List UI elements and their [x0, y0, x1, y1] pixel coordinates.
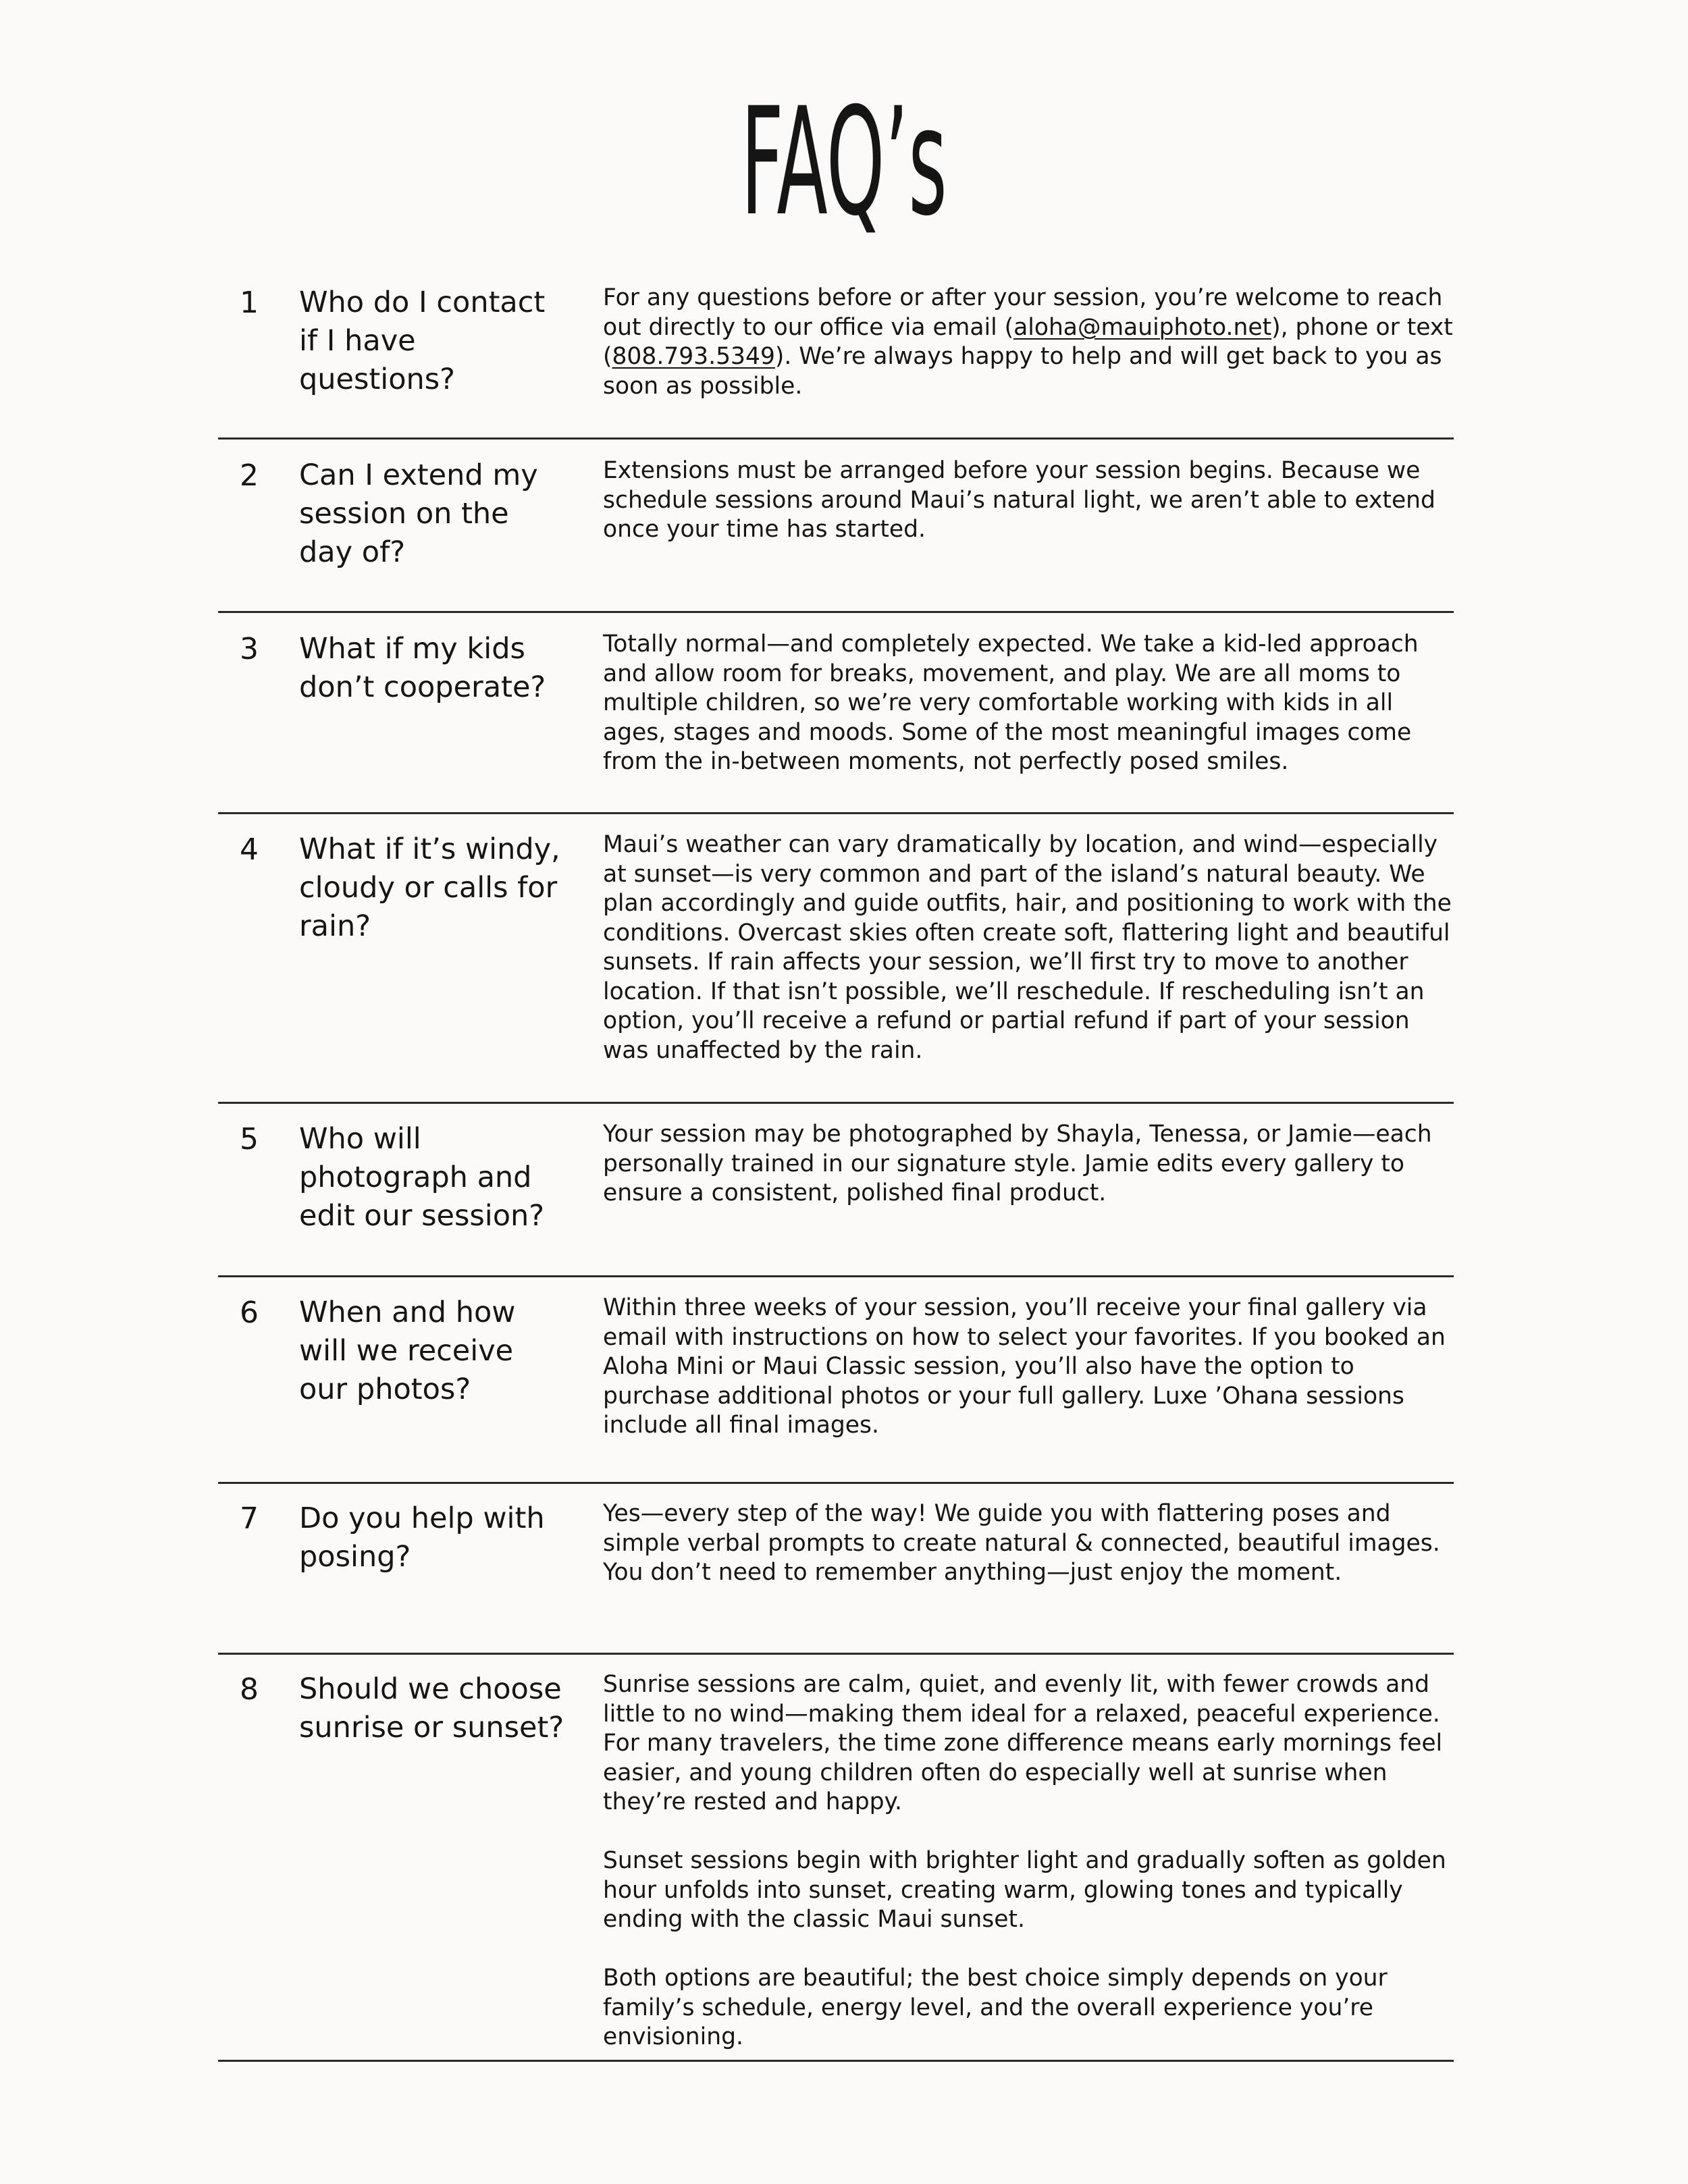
- faq-number: 2: [240, 458, 259, 493]
- faq-number: 5: [240, 1122, 259, 1156]
- faq-answer-text: ). We’re always happy to help and will get back to you as soon as possible.: [603, 343, 1442, 400]
- divider: [218, 2060, 1454, 2062]
- faq-question: What if my kids don’t cooperate?: [299, 632, 546, 704]
- faq-answer: Maui’s weather can vary dramatically by location, and wind—especially at sunset—is very common and part of the island’s natural beauty. We plan accordingly and guide outfits, hair, and positioning to work with the conditions. Overcast skies often create soft, flattering light and beautiful sunsets. If rain affects your session, we’ll first try to move to another location. If that isn’t possible, we’ll reschedule. If rescheduling isn’t an option, you’ll receive a refund or partial refund if part of your session was unaffected by the rain.: [603, 831, 1452, 1064]
- divider: [218, 1482, 1454, 1484]
- faq-answer: Extensions must be arranged before your session begins. Because we schedule sessions around Maui’s natural light, we aren’t able to extend once your time has started.: [603, 457, 1435, 543]
- faq-number: 6: [240, 1296, 259, 1330]
- faq-question: Do you help with posing?: [299, 1501, 545, 1574]
- faq-answer-text: For any questions before or after your session, you’re welcome to reach out directly to our office via email (: [603, 284, 1443, 341]
- faq-answer: Totally normal—and completely expected. We take a kid-led approach and allow room for breaks, movement, and play. We are all moms to multiple children, so we’re very comfortable working with kids in all ages, stages and moods. Some of the most meaningful images come from the in-between moments, not perfectly posed smiles.: [603, 631, 1419, 775]
- faq-answer: Your session may be photographed by Shayla, Tenessa, or Jamie—each personally trained in our signature style. Jamie edits every gallery to ensure a consistent, polished final product.: [603, 1121, 1432, 1206]
- faq-answer-paragraph: Sunset sessions begin with brighter light and gradually soften as golden hour unfolds into sunset, creating warm, glowing tones and typically ending with the classic Maui sunset.: [603, 1847, 1446, 1933]
- divider: [218, 1653, 1454, 1655]
- faq-number: 1: [240, 286, 259, 320]
- faq-answer: [603, 1670, 1460, 2052]
- faq-answer: [603, 284, 1460, 401]
- faq-number: 7: [240, 1501, 259, 1536]
- email-link[interactable]: aloha@mauiphoto.net: [1013, 313, 1272, 341]
- faq-number: 8: [240, 1672, 259, 1707]
- faq-question: Can I extend my session on the day of?: [299, 458, 538, 569]
- faq-answer: Within three weeks of your session, you’ll receive your final gallery via email with instructions on how to select your favorites. If you booked an Aloha Mini or Maui Classic session, you’ll also have the option to purchase additional photos or your full gallery. Luxe ’Ohana sessions include all final images.: [603, 1294, 1446, 1439]
- faq-answer-paragraph: Both options are beautiful; the best choice simply depends on your family’s schedule, energy level, and the overall experience you’re envisioning.: [603, 1965, 1388, 2050]
- faq-number: 4: [240, 832, 259, 867]
- divider: [218, 812, 1454, 814]
- faq-question: Should we choose sunrise or sunset?: [299, 1672, 564, 1744]
- faq-answer: Yes—every step of the way! We guide you with flattering poses and simple verbal prompts to create natural & connected, beautiful images. You don’t need to remember anything—just enjoy the moment.: [603, 1500, 1440, 1586]
- divider: [218, 611, 1454, 613]
- faq-answer-paragraph: Sunrise sessions are calm, quiet, and evenly lit, with fewer crowds and little to no wind—making them ideal for a relaxed, peaceful experience. For many travelers, the time zone difference means early mornings feel easier, and young children often do especially well at sunrise when they’re rested and happy.: [603, 1671, 1443, 1815]
- faq-answer-text: ), phone or text (: [603, 313, 1453, 370]
- faq-question: Who do I contact if I have questions?: [299, 286, 546, 396]
- divider: [218, 437, 1454, 440]
- faq-question: What if it’s windy, cloudy or calls for rain?: [299, 832, 560, 943]
- faq-number: 3: [240, 632, 259, 666]
- faq-question: Who will photograph and edit our session?: [299, 1122, 545, 1233]
- divider: [218, 1275, 1454, 1277]
- divider: [218, 1102, 1454, 1104]
- faq-question: When and how will we receive our photos?: [299, 1296, 516, 1406]
- phone-link[interactable]: 808.793.5349: [612, 343, 775, 370]
- page-title: FAQ’s: [741, 76, 947, 248]
